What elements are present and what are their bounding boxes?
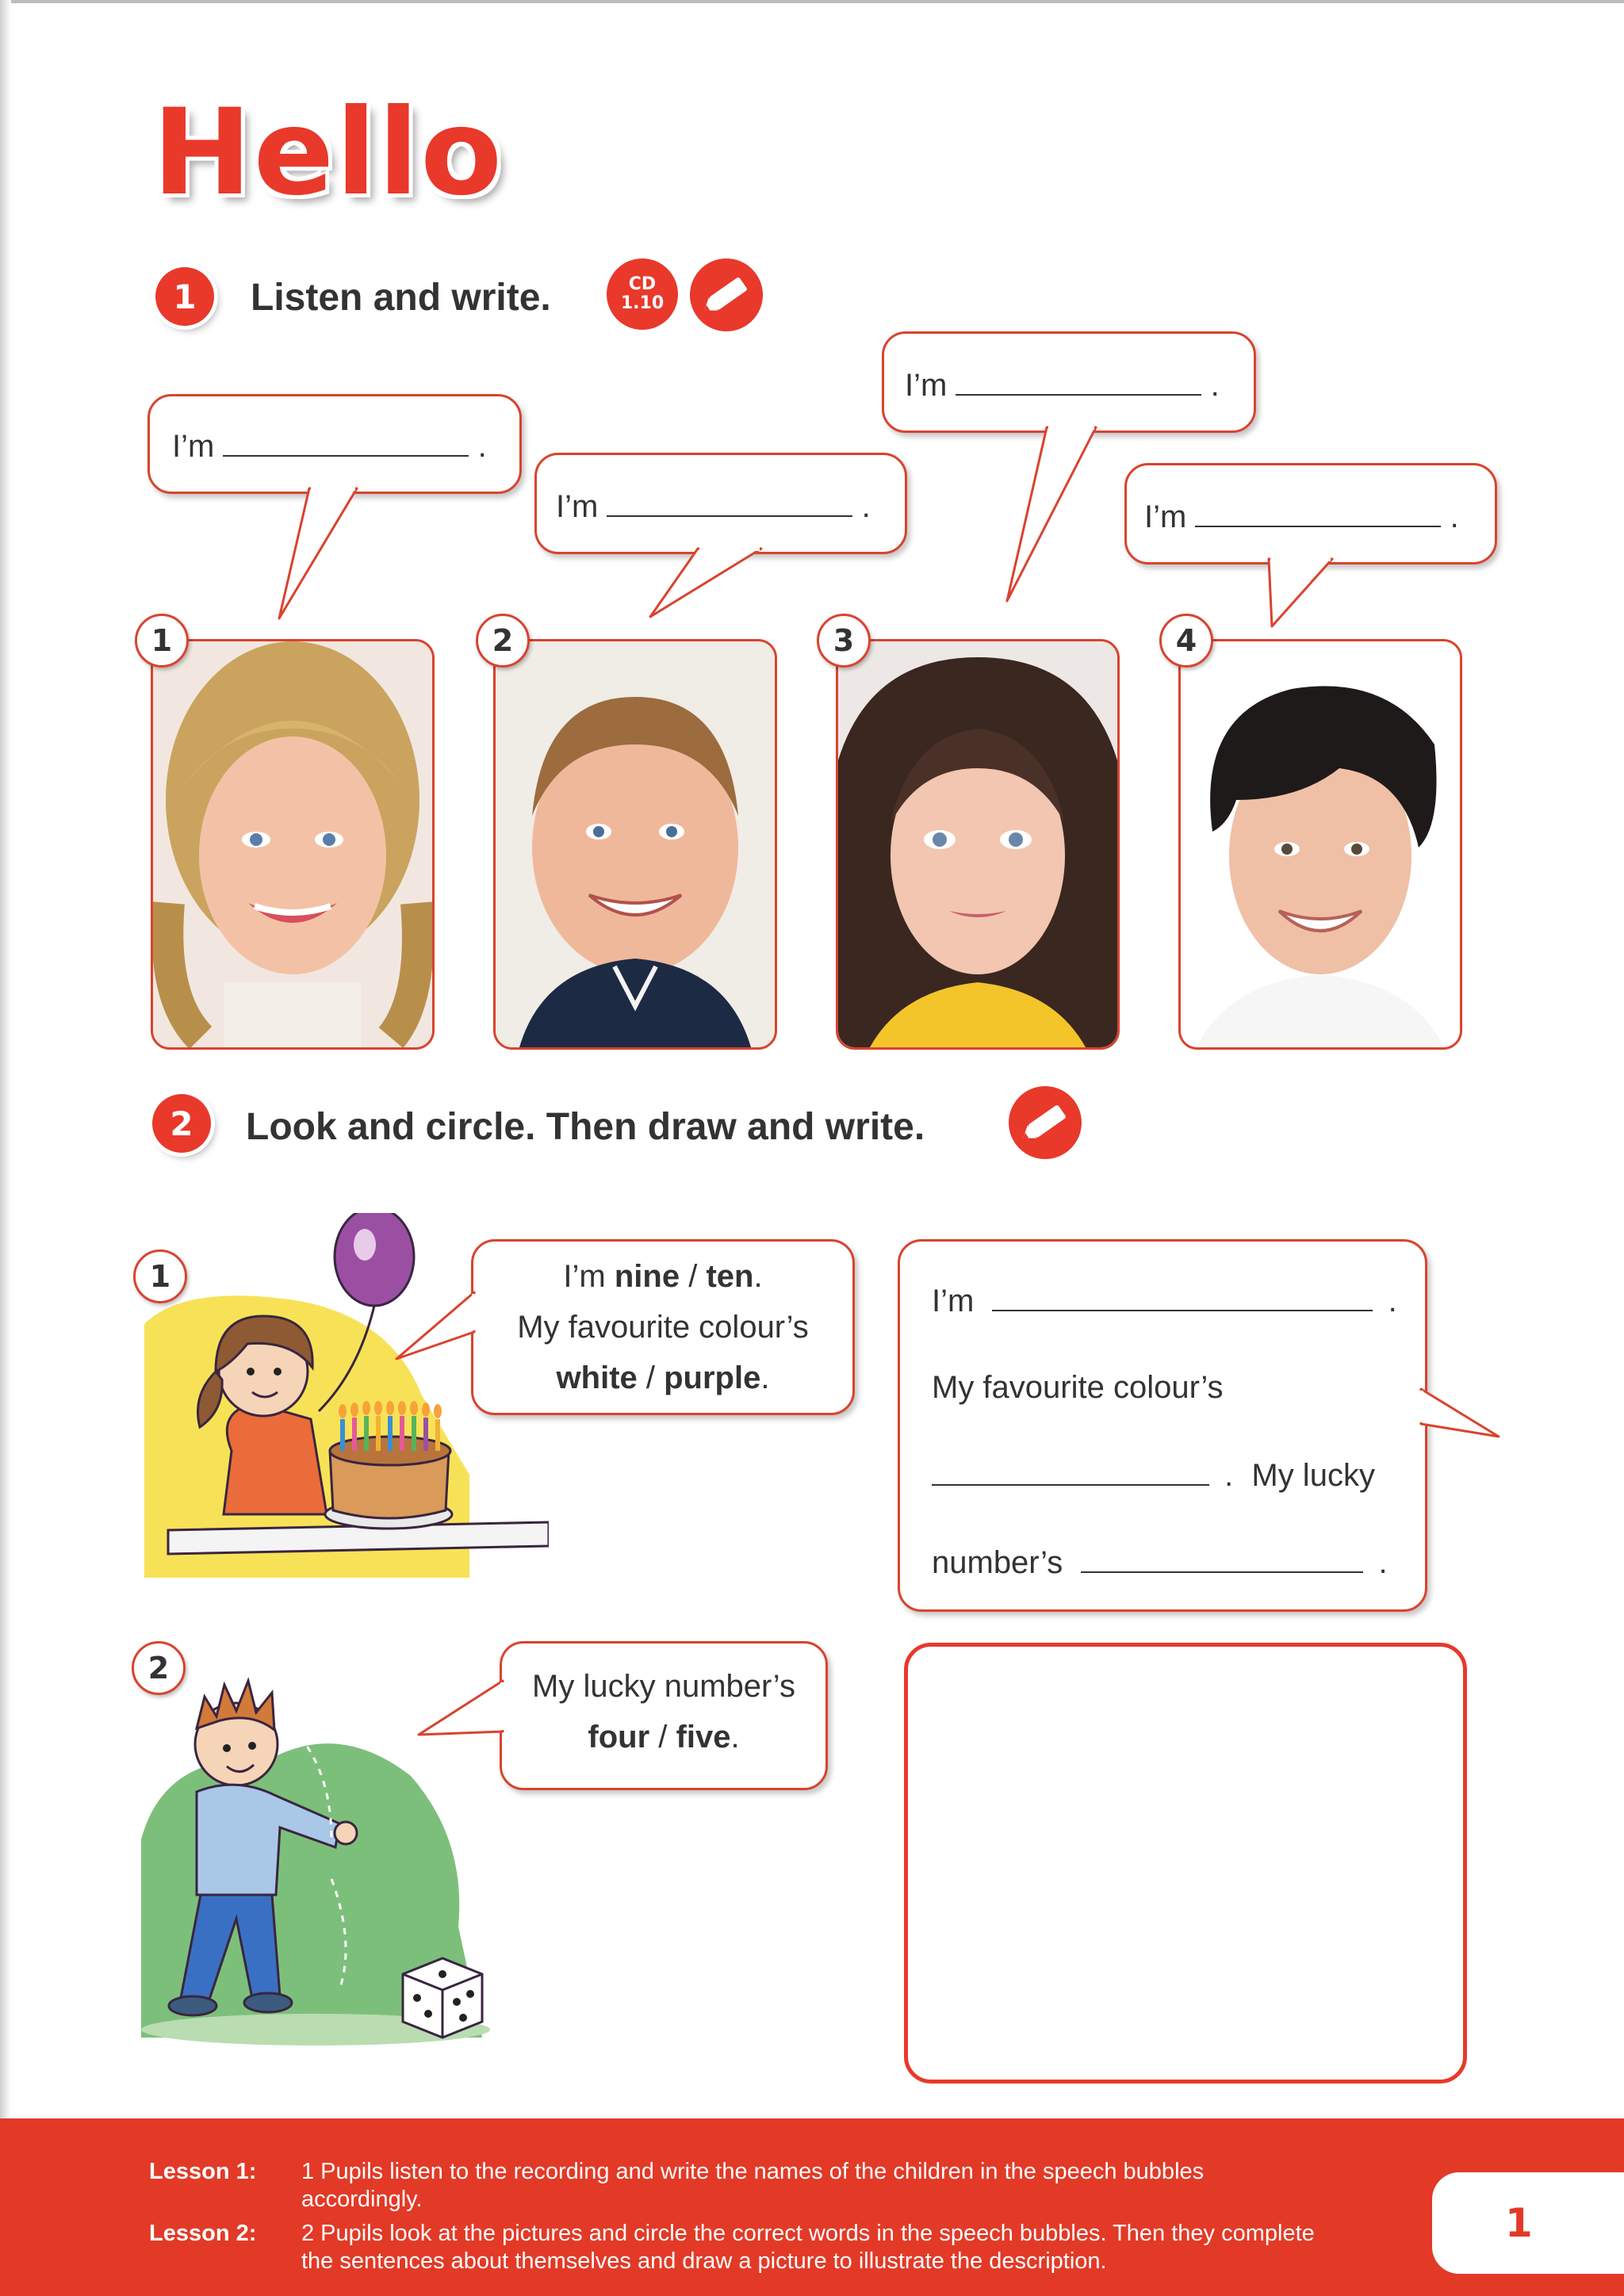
write-colour-blank[interactable] bbox=[932, 1457, 1209, 1486]
bubble-tail-write-box bbox=[1419, 1380, 1507, 1459]
photo-2-number: 2 bbox=[476, 614, 530, 668]
exercise-2-number: 2 bbox=[152, 1094, 211, 1153]
photo-girl-blonde bbox=[151, 639, 435, 1050]
lesson-1-label: Lesson 1: bbox=[149, 2159, 257, 2184]
bubble-age-end: . bbox=[753, 1259, 763, 1294]
cd-label: CD bbox=[628, 274, 657, 294]
exercise-1-number: 1 bbox=[155, 267, 214, 326]
write-colour-end: . bbox=[1224, 1458, 1234, 1493]
write-age-blank[interactable] bbox=[992, 1283, 1373, 1311]
bubble-age-prefix: I’m bbox=[563, 1259, 615, 1294]
write-number-label: number’s bbox=[932, 1545, 1063, 1580]
lesson-2-label: Lesson 2: bbox=[149, 2221, 257, 2246]
exercise-2-instruction: Look and circle. Then draw and write. bbox=[246, 1106, 925, 1148]
photo-boy-brown-hair bbox=[493, 639, 777, 1050]
bubble-2-prefix: I’m bbox=[556, 489, 599, 524]
drawing-box[interactable] bbox=[904, 1643, 1467, 2084]
exercise-1-instruction: Listen and write. bbox=[251, 277, 551, 319]
bubble-tail-item2 bbox=[412, 1673, 508, 1752]
bubble-1-end: . bbox=[477, 429, 487, 464]
write-number-end: . bbox=[1378, 1545, 1388, 1580]
photo-boy-dark-hair bbox=[1178, 639, 1462, 1050]
speech-bubble-write-about-yourself bbox=[898, 1239, 1427, 1612]
item-1-number: 1 bbox=[133, 1249, 187, 1303]
option-five[interactable]: five bbox=[676, 1720, 731, 1755]
bubble-tail-item1 bbox=[381, 1284, 484, 1380]
bubble-lucky-label: My lucky number’s bbox=[532, 1669, 795, 1704]
bubble-lucky-end: . bbox=[730, 1720, 740, 1755]
photo-4-number: 4 bbox=[1159, 614, 1213, 668]
item-2-number: 2 bbox=[132, 1641, 186, 1695]
pencil-icon-2 bbox=[1009, 1086, 1082, 1159]
write-lucky-label: My lucky bbox=[1251, 1458, 1375, 1493]
option-four[interactable]: four bbox=[588, 1720, 650, 1755]
bubble-4-end: . bbox=[1450, 499, 1459, 534]
bubble-colour-label: My favourite colour’s bbox=[517, 1310, 809, 1345]
option-ten[interactable]: ten bbox=[706, 1259, 754, 1294]
photo-3-number: 3 bbox=[817, 614, 871, 668]
option-purple[interactable]: purple bbox=[664, 1360, 761, 1395]
bubble-colour-end: . bbox=[760, 1360, 770, 1395]
page-number-tab bbox=[1432, 2172, 1624, 2274]
bubble-tails-ex1 bbox=[0, 0, 1624, 634]
photo-girl-dark-hair bbox=[836, 639, 1120, 1050]
speech-bubble-lucky-number bbox=[500, 1641, 828, 1790]
option-separator-3: / bbox=[649, 1720, 676, 1755]
bubble-3-prefix: I’m bbox=[905, 368, 948, 403]
option-separator-2: / bbox=[637, 1360, 665, 1395]
lesson-1-text: 1 Pupils listen to the recording and write the names of the children in the speech bubbles accordingly. bbox=[301, 2159, 1205, 2212]
lesson-1-note bbox=[149, 2158, 1418, 2214]
bubble-1-prefix: I’m bbox=[172, 429, 215, 464]
speech-bubble-age-colour bbox=[471, 1239, 855, 1415]
page-number: 1 bbox=[1505, 2200, 1533, 2246]
bubble-3-end: . bbox=[1210, 368, 1220, 403]
photo-1-number: 1 bbox=[135, 614, 189, 668]
lesson-2-text: 2 Pupils look at the pictures and circle the correct words in the speech bubbles. Then they complete the sentences about themselves and draw a picture to illustrate the description. bbox=[301, 2221, 1315, 2274]
write-number-blank[interactable] bbox=[1081, 1544, 1363, 1573]
bubble-4-prefix: I’m bbox=[1144, 499, 1187, 534]
write-colour-label: My favourite colour’s bbox=[932, 1370, 1224, 1405]
option-nine[interactable]: nine bbox=[614, 1259, 680, 1294]
option-separator-1: / bbox=[680, 1259, 707, 1294]
option-white[interactable]: white bbox=[556, 1360, 638, 1395]
lesson-2-note bbox=[149, 2220, 1418, 2275]
write-im-label: I’m bbox=[932, 1284, 975, 1318]
bubble-2-end: . bbox=[861, 489, 871, 524]
page-title: Hello bbox=[152, 84, 504, 222]
cd-track-number: 1.10 bbox=[620, 293, 665, 313]
write-age-end: . bbox=[1388, 1284, 1397, 1318]
